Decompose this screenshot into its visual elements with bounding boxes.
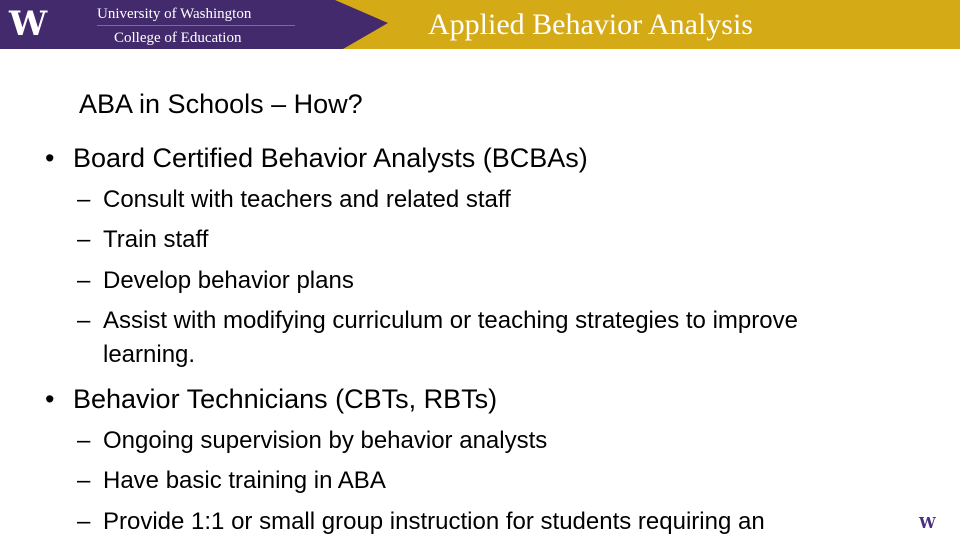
sub-item-text: Have basic training in ABA	[103, 467, 386, 494]
bullet-technicians	[45, 383, 497, 415]
sub-item-text: Train staff	[103, 226, 209, 253]
dash-icon: –	[77, 226, 91, 253]
dash-icon: –	[77, 186, 91, 213]
sub-item-text: Develop behavior plans	[103, 267, 354, 294]
sub-item	[77, 267, 354, 295]
sub-item	[77, 508, 765, 536]
sub-item	[77, 186, 511, 214]
footer-uw-logo: W	[919, 514, 935, 532]
sub-item-text: Assist with modifying curriculum or teaching strategies to improve	[103, 307, 798, 334]
sub-item	[77, 427, 547, 455]
sub-item-text: Consult with teachers and related staff	[103, 186, 511, 213]
sub-item-continuation	[77, 341, 195, 369]
university-name: University of Washington	[97, 6, 252, 22]
header-banner	[0, 0, 960, 49]
college-name: College of Education	[114, 30, 242, 46]
dash-icon: –	[77, 267, 91, 294]
sub-item	[77, 307, 798, 335]
sub-item	[77, 467, 386, 495]
bullet-icon: •	[45, 143, 55, 173]
banner-title: Applied Behavior Analysis	[428, 8, 753, 41]
dash-icon: –	[77, 467, 91, 494]
sub-item-text: Provide 1:1 or small group instruction for students requiring an	[103, 508, 765, 535]
bullet-text: Board Certified Behavior Analysts (BCBAs)	[73, 143, 588, 173]
sub-item-text: Ongoing supervision by behavior analysts	[103, 427, 548, 454]
dash-icon: –	[77, 508, 91, 535]
sub-item	[77, 226, 208, 254]
bullet-bcbas	[45, 142, 588, 174]
bullet-text: Behavior Technicians (CBTs, RBTs)	[73, 384, 498, 414]
uw-logo: W	[9, 4, 45, 44]
dash-icon: –	[77, 307, 91, 334]
sub-item-text: learning.	[103, 341, 196, 368]
slide-title: ABA in Schools – How?	[79, 89, 363, 119]
bullet-icon: •	[45, 384, 55, 414]
divider	[97, 25, 295, 26]
dash-icon: –	[77, 427, 91, 454]
